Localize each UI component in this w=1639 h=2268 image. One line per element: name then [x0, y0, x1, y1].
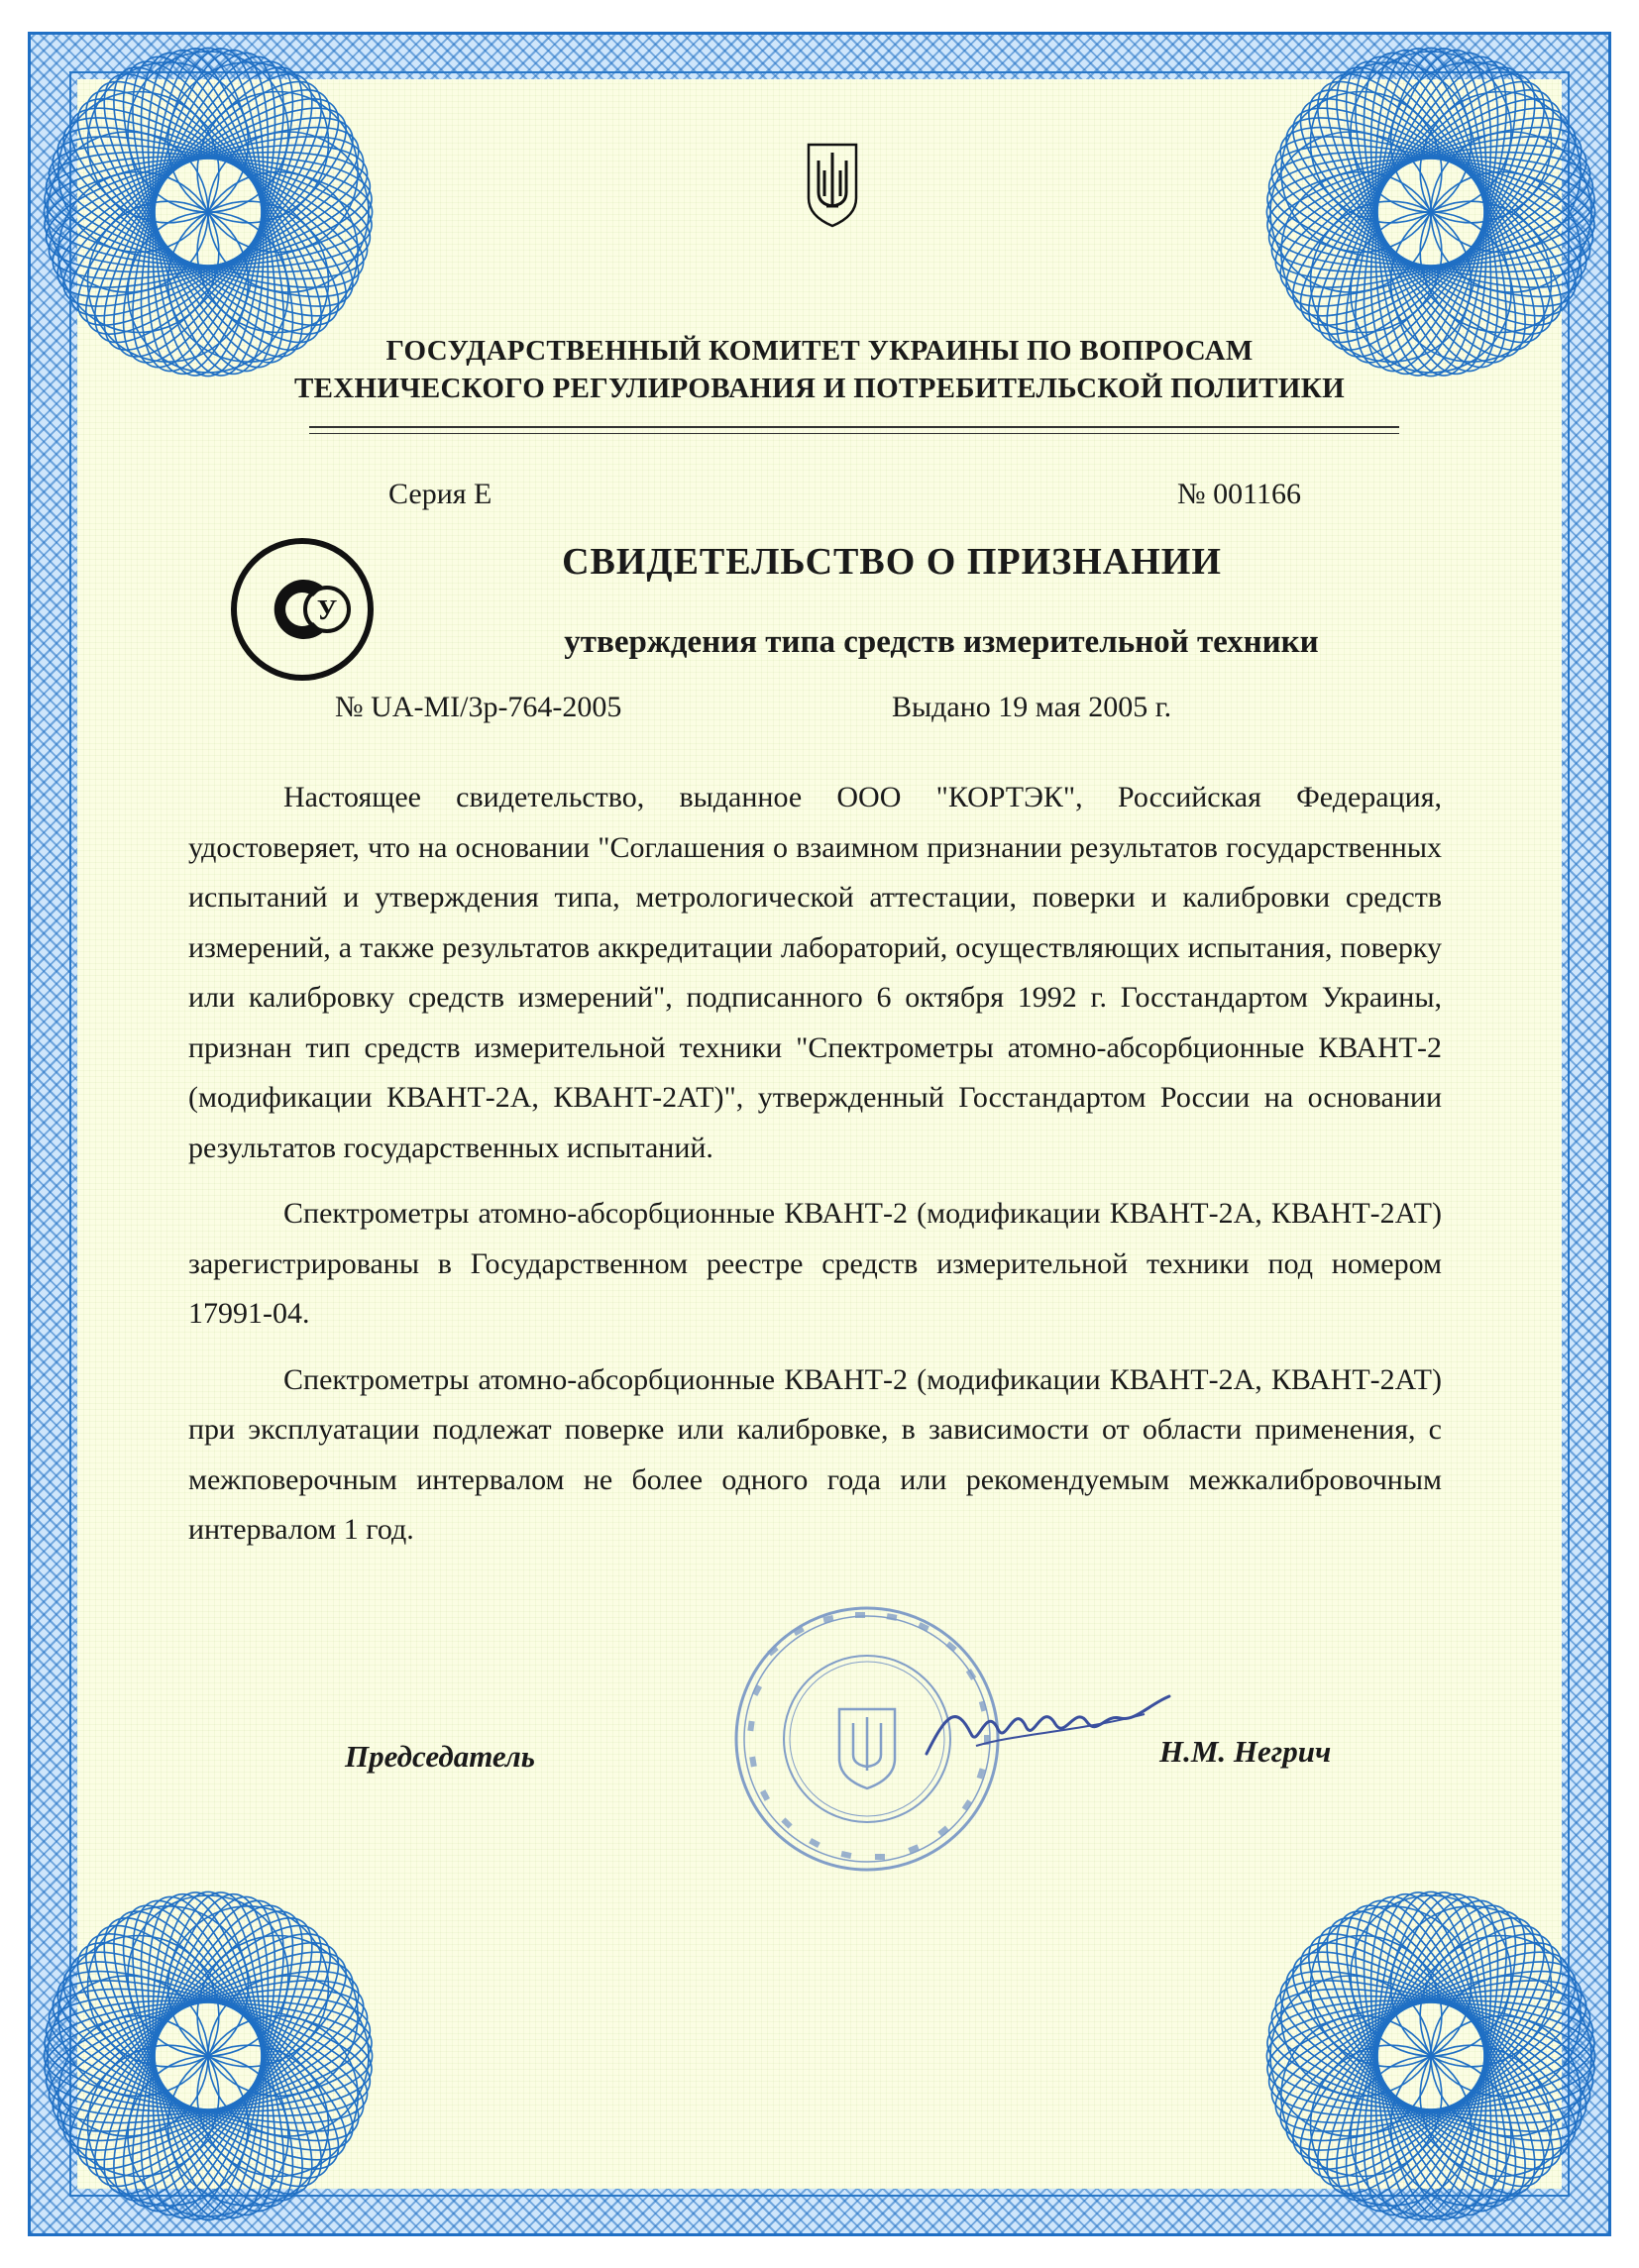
rosette-bottom-left: [30, 1878, 386, 2234]
registration-number: № UA-MI/3р-764-2005: [335, 691, 622, 723]
rosette-bottom-right: [1253, 1878, 1609, 2234]
header-rule-bottom: [309, 433, 1399, 434]
issue-date: Выдано 19 мая 2005 г.: [892, 691, 1172, 723]
signatory-role: Председатель: [345, 1739, 535, 1774]
paragraph-verification: Спектрометры атомно-абсорбционные КВАНТ-2 (модификации КВАНТ-2А, КВАНТ-2АТ) при эксплуатации подлежат поверке или калибровке, в зависимости от области применения, с межповерочным интервалом не более одного года или рекомендуемым межкалибровочным интервалом 1 год.: [188, 1362, 1442, 1546]
signatory-name: Н.М. Негрич: [1159, 1734, 1332, 1769]
issuer-header: [198, 332, 1441, 407]
handwritten-signature: [917, 1674, 1174, 1774]
series-label: Серия Е: [388, 478, 492, 510]
certificate-title: СВИДЕТЕЛЬСТВО О ПРИЗНАНИИ: [562, 541, 1222, 583]
certificate-number: № 001166: [1177, 478, 1302, 510]
certificate-subtitle: утверждения типа средств измерительной техники: [564, 624, 1319, 660]
paragraph-recognition: Настоящее свидетельство, выданное ООО "КОРТЭК", Российская Федерация, удостоверяет, что на основании "Соглашения о взаимном признании результатов государственных испытаний и утверждения типа, метрологической аттестации, поверки и калибровки средств измерений, а также результатов аккредитации лабораторий, осуществляющих испытания, поверку или калибровку средств измерений", подписанного 6 октября 1992 г. Госстандартом Украины, признан тип средств измерительной техники "Спектрометры атомно-абсорбционные КВАНТ-2 (модификации КВАНТ-2А, КВАНТ-2АТ)", утвержденный Госстандартом России на основании результатов государственных испытаний.: [188, 781, 1442, 1164]
coat-of-arms-icon: [805, 141, 860, 228]
header-line-1: ГОСУДАРСТВЕННЫЙ КОМИТЕТ УКРАИНЫ ПО ВОПРОСАМ: [385, 335, 1254, 367]
certificate-body: [188, 773, 1442, 1571]
logo-letter: У: [316, 595, 338, 626]
header-line-2: ТЕХНИЧЕСКОГО РЕГУЛИРОВАНИЯ И ПОТРЕБИТЕЛЬСКОЙ ПОЛИТИКИ: [294, 373, 1345, 404]
paragraph-registration: Спектрометры атомно-абсорбционные КВАНТ-2 (модификации КВАНТ-2А, КВАНТ-2АТ) зарегистрированы в Государственном реестре средств измерительной техники под номером 17991-04.: [188, 1197, 1442, 1330]
header-rule-top: [309, 426, 1399, 428]
